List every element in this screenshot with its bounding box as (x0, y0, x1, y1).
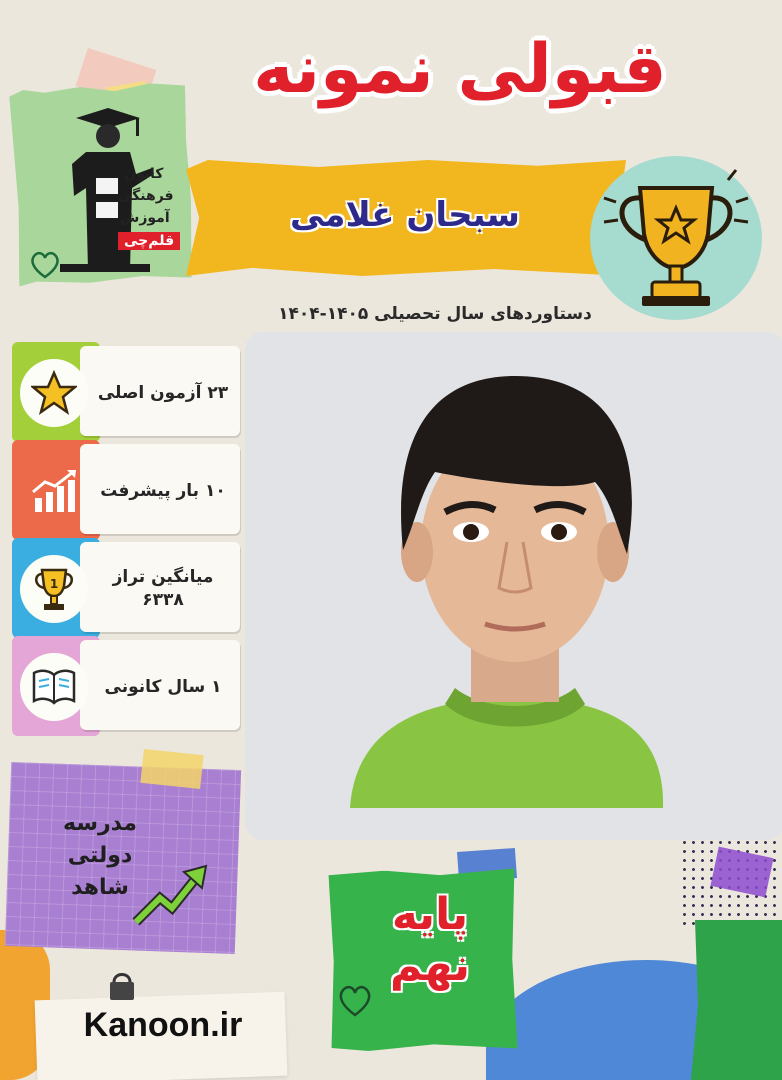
trophy-icon (590, 156, 762, 320)
student-portrait (245, 332, 782, 840)
school-line-2: دولتی (67, 842, 133, 868)
page-title: قبولی نمونه (253, 30, 667, 109)
stat-text-line2: ۶۳۳۸ (142, 590, 184, 610)
logo-brand: قلم‌چی (118, 232, 180, 250)
binder-clip-icon (104, 968, 140, 1004)
stat-icon-holder (20, 359, 88, 427)
book-icon (30, 667, 78, 707)
decor-green-paper (690, 920, 782, 1080)
logo-line-1: کانون (124, 166, 164, 182)
stat-icon-holder (20, 555, 88, 623)
student-name: سبحان غلامی (290, 195, 520, 235)
logo-line-3: آموزش (120, 210, 170, 226)
stat-text-line1: ۱۰ بار پیشرفت (100, 480, 226, 501)
logo-line-2: فرهنگی (118, 188, 174, 204)
stat-icon-holder (20, 653, 88, 721)
heart-icon (28, 250, 62, 280)
trophy-badge (590, 156, 762, 320)
school-line-3: شاهد (71, 874, 129, 900)
school-line-1: مدرسه (63, 811, 137, 836)
logo (28, 100, 188, 280)
grade-line-2: نهم (389, 939, 471, 991)
stat-card-average (10, 538, 242, 638)
student-photo (245, 332, 782, 840)
stat-label (88, 460, 238, 522)
stat-text-line1: ۱ سال کانونی (104, 676, 222, 697)
website-link[interactable]: Kanoon.ir (83, 1006, 243, 1044)
stat-label (88, 362, 238, 424)
stat-text-line1: میانگین تراز (112, 567, 214, 588)
stat-card-exams (10, 342, 242, 442)
svg-text:1: 1 (49, 577, 59, 591)
star-icon (31, 370, 77, 416)
stat-icon-holder (20, 457, 88, 525)
heart-icon (336, 984, 374, 1018)
stat-text-line1: ۲۳ آزمون اصلی (97, 382, 229, 403)
grade-line-1: پایه (391, 889, 469, 940)
growth-chart-icon (29, 468, 79, 514)
trophy-icon (32, 566, 76, 612)
grade-label (360, 890, 500, 991)
stat-label (88, 656, 238, 718)
arrow-up-icon (130, 862, 210, 928)
achievements-subtitle: دستاوردهای سال تحصیلی ۱۴۰۵-۱۴۰۴ (278, 304, 592, 324)
school-note-tape (140, 749, 203, 789)
stat-card-years (10, 636, 242, 736)
stat-card-progress (10, 440, 242, 540)
stat-label (88, 558, 238, 620)
